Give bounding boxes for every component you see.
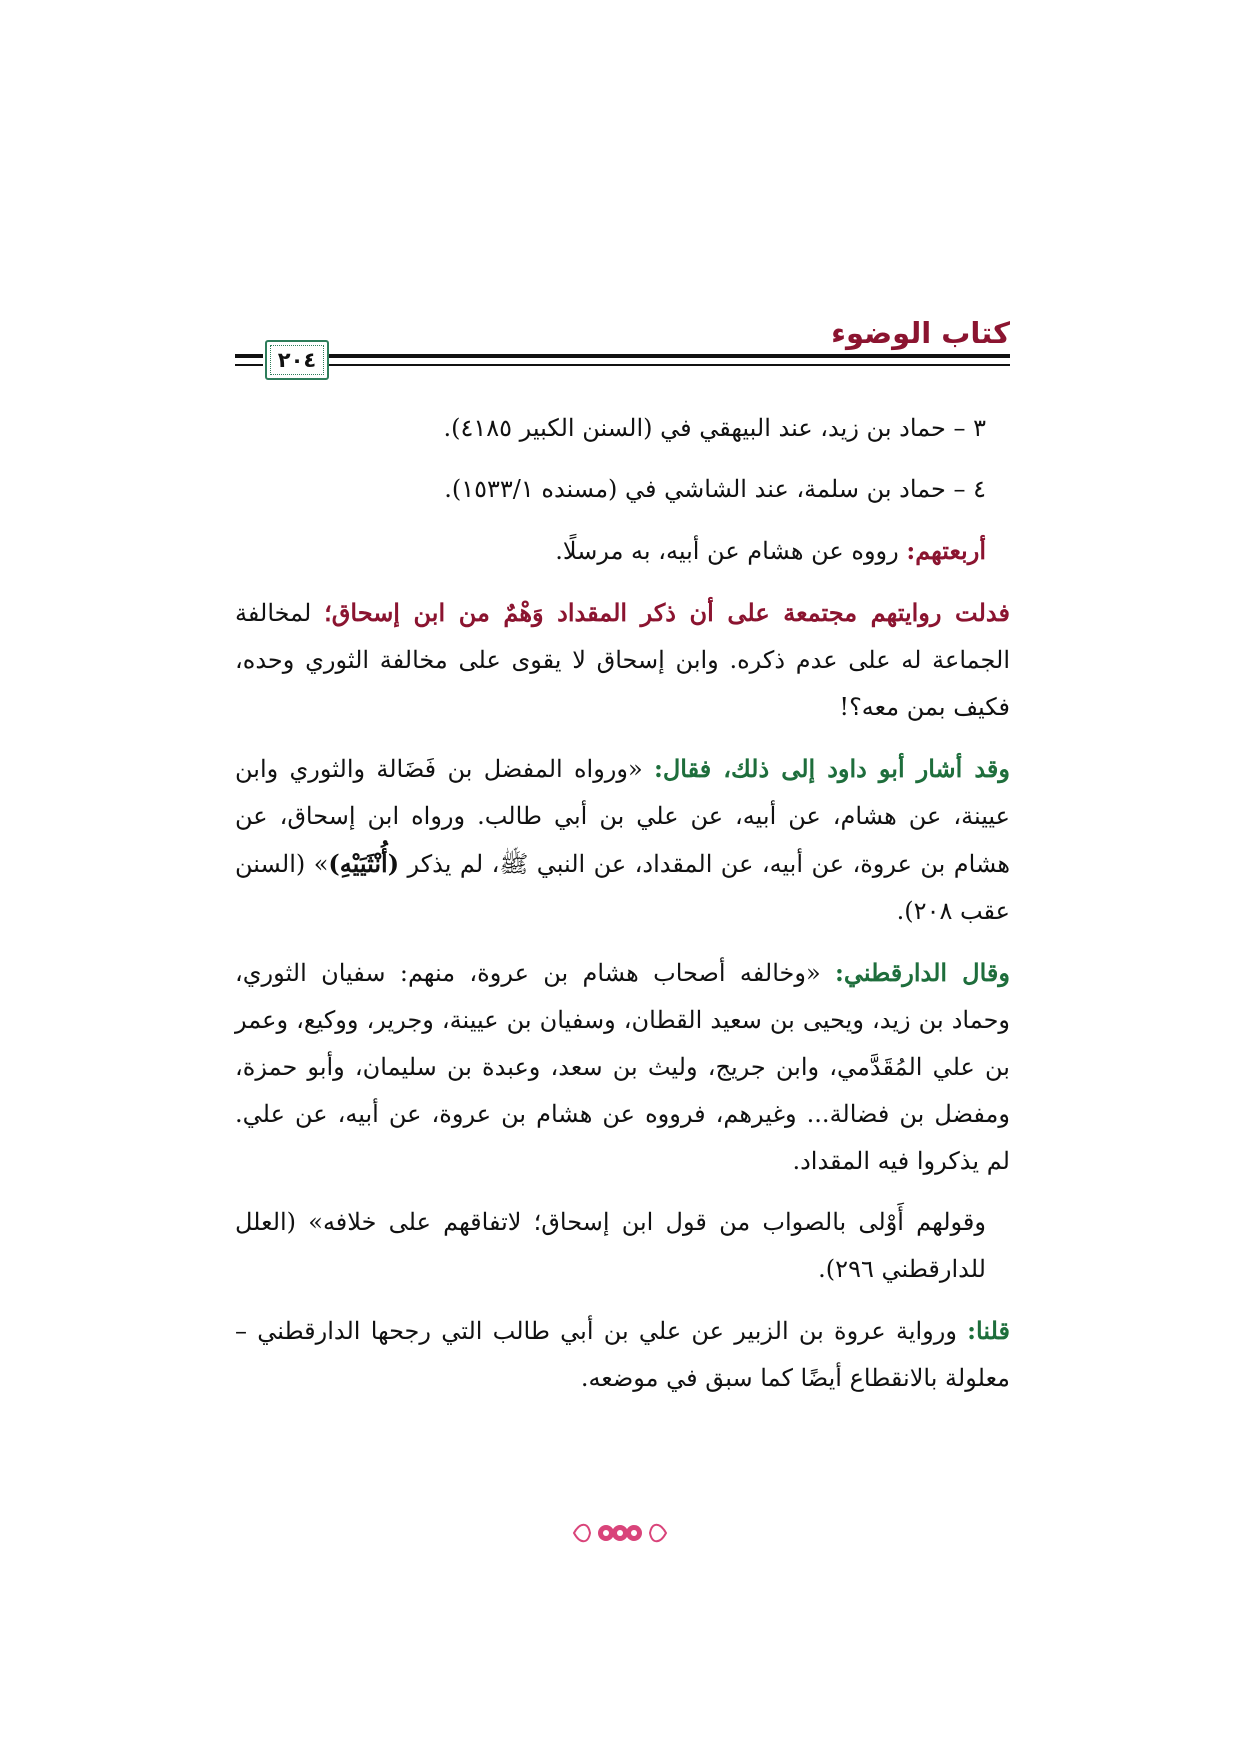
paragraph-fourth [235,527,1010,575]
conclusion-bold: فدلت روايتهم مجتمعة على أن ذكر المقداد وَهْمٌ من ابن إسحاق؛ [324,598,1010,627]
body-text [235,405,1010,1402]
paragraph-daraqutni-continuation: وقولهم أَوْلى بالصواب من قول ابن إسحاق؛ لاتفاقهم على خلافه» (العلل للدارقطني ٢٩٦). [235,1208,986,1283]
floral-ornament-icon [570,1518,670,1548]
header-rule [310,364,1010,366]
paragraph-abu-dawud [235,745,1010,935]
paragraph-final [235,1307,1010,1402]
book-title: كتاب الوضوء [831,316,1010,350]
abu-dawud-text: «ورواه المفضل بن فَضَالة والثوري وابن عيينة، عن هشام، عن أبيه، عن علي بن أبي طالب. ورواه ابن إسحاق، عن هشام بن عروة، عن أبيه، عن المقداد، عن النبي ﷺ، لم يذكر [235,755,1011,878]
page-number: ٢٠٤ [277,348,317,372]
running-header [235,310,1010,390]
fourth-label: أربعتهم: [906,536,986,565]
list-item: ٣ – حماد بن زيد، عند البيهقي في (السنن الكبير ٤١٨٥). [443,414,986,442]
paragraph-conclusion [235,589,1010,731]
abu-dawud-citation: » (السنن عقب ٢٠٨). [235,850,1010,925]
ornamental-frame-icon [265,340,329,380]
list-item: ٤ – حماد بن سلمة، عند الشاشي في (مسنده ١٥٣٣/١). [444,475,986,503]
header-rule [310,354,1010,358]
fourth-text: رووه عن هشام عن أبيه، به مرسلًا. [555,537,907,565]
header-rule [235,364,263,366]
daraqutni-text: «وخالفه أصحاب هشام بن عروة، منهم: سفيان الثوري، وحماد بن زيد، ويحيى بن سعيد القطان، وسفيان بن عيينة، وجرير، ووكيع، وعمر بن علي المُقَدَّمي، وابن جريج، وليث بن سعد، وعبدة بن سليمان، وأبو حمزة، ومفضل بن فضالة... وغيرهم، فرووه عن هشام بن عروة، عن أبيه، عن علي. لم يذكروا فيه المقداد. [235,959,1010,1175]
final-text: ورواية عروة بن الزبير عن علي بن أبي طالب التي رجحها الدارقطني – معلولة بالانقطاع أيضًا كما سبق في موضعه. [235,1317,1010,1392]
daraqutni-label: وقال الدارقطني: [835,958,1010,987]
header-rule [235,354,263,358]
conclusion-text: لمخالفة الجماعة له على عدم ذكره. وابن إسحاق لا يقوى على مخالفة الثوري وحده، فكيف بمن معه؟! [235,599,1010,721]
abu-dawud-bold-word: (أُنْثَيَيْهِ) [328,849,400,878]
abu-dawud-label: وقد أشار أبو داود إلى ذلك، فقال: [653,754,1010,783]
final-label: قلنا: [967,1316,1010,1345]
paragraph-daraqutni [235,949,1010,1185]
